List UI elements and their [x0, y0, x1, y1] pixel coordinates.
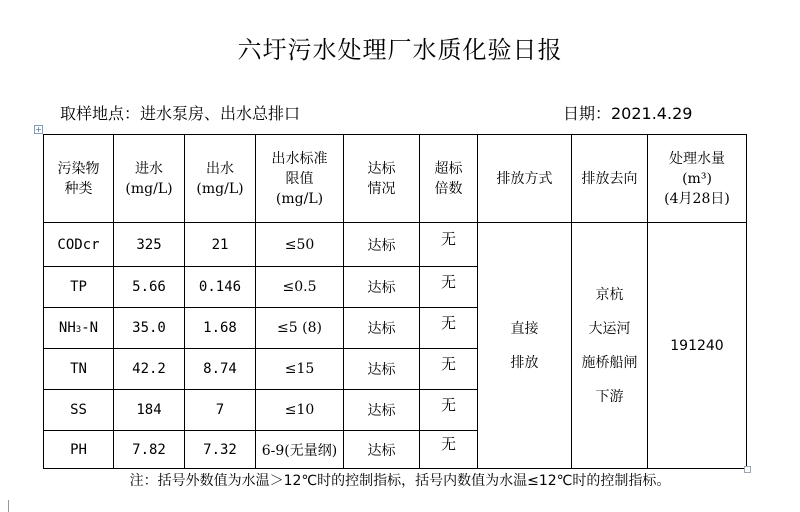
discharge-method-cell: 直接 排放 — [478, 223, 572, 469]
exceed-value: 无 — [420, 431, 478, 469]
header-limit: 出水标准 限值 (mg/L) — [256, 135, 344, 223]
compliance-value: 达标 — [344, 267, 420, 308]
limit-value: ≤5 (8) — [256, 308, 344, 349]
header-outflow: 出水 (mg/L) — [185, 135, 256, 223]
compliance-value: 达标 — [344, 349, 420, 390]
pollutant-name: PH — [44, 431, 114, 469]
limit-value: ≤15 — [256, 349, 344, 390]
compliance-value: 达标 — [344, 390, 420, 431]
pollutant-name: TN — [44, 349, 114, 390]
discharge-dest-cell: 京杭 大运河 施桥船闸 下游 — [572, 223, 648, 469]
outflow-value: 21 — [185, 223, 256, 267]
pollutant-name: NH3-N — [44, 308, 114, 349]
outflow-value: 8.74 — [185, 349, 256, 390]
header-inflow: 进水 (mg/L) — [114, 135, 185, 223]
exceed-value: 无 — [420, 223, 478, 267]
compliance-value: 达标 — [344, 223, 420, 267]
outflow-value: 7.32 — [185, 431, 256, 469]
exceed-value: 无 — [420, 390, 478, 431]
compliance-value: 达标 — [344, 308, 420, 349]
limit-value: ≤0.5 — [256, 267, 344, 308]
pollutant-name: TP — [44, 267, 114, 308]
limit-value: 6-9(无量纲) — [256, 431, 344, 469]
header-pollutant: 污染物 种类 — [44, 135, 114, 223]
inflow-value: 5.66 — [114, 267, 185, 308]
report-title: 六圩污水处理厂水质化验日报 — [237, 36, 563, 64]
compliance-value: 达标 — [344, 431, 420, 469]
inflow-value: 42.2 — [114, 349, 185, 390]
header-row — [44, 135, 747, 223]
outflow-value: 0.146 — [185, 267, 256, 308]
header-discharge-method: 排放方式 — [478, 135, 572, 223]
page-crop-mark — [0, 500, 9, 512]
outflow-value: 7 — [185, 390, 256, 431]
pollutant-name: SS — [44, 390, 114, 431]
footnote: 注：括号外数值为水温＞12℃时的控制指标，括号内数值为水温≤12℃时的控制指标。 — [129, 473, 671, 489]
exceed-value: 无 — [420, 308, 478, 349]
header-exceed: 超标 倍数 — [420, 135, 478, 223]
sampling-location: 取样地点：进水泵房、出水总排口 — [60, 104, 301, 123]
exceed-value: 无 — [420, 267, 478, 308]
outflow-value: 1.68 — [185, 308, 256, 349]
inflow-value: 184 — [114, 390, 185, 431]
pollutant-name: CODcr — [44, 223, 114, 267]
inflow-value: 35.0 — [114, 308, 185, 349]
table-move-handle-icon[interactable]: + — [35, 125, 42, 134]
table-row — [44, 223, 747, 267]
exceed-value: 无 — [420, 349, 478, 390]
report-date: 日期：2021.4.29 — [563, 104, 693, 123]
water-quality-table — [43, 134, 747, 469]
limit-value: ≤50 — [256, 223, 344, 267]
treated-volume: 191240 — [648, 223, 747, 469]
header-volume: 处理水量 (m³) (4月28日) — [648, 135, 747, 223]
inflow-value: 7.82 — [114, 431, 185, 469]
limit-value: ≤10 — [256, 390, 344, 431]
header-discharge-dest: 排放去向 — [572, 135, 648, 223]
inflow-value: 325 — [114, 223, 185, 267]
header-compliance: 达标 情况 — [344, 135, 420, 223]
